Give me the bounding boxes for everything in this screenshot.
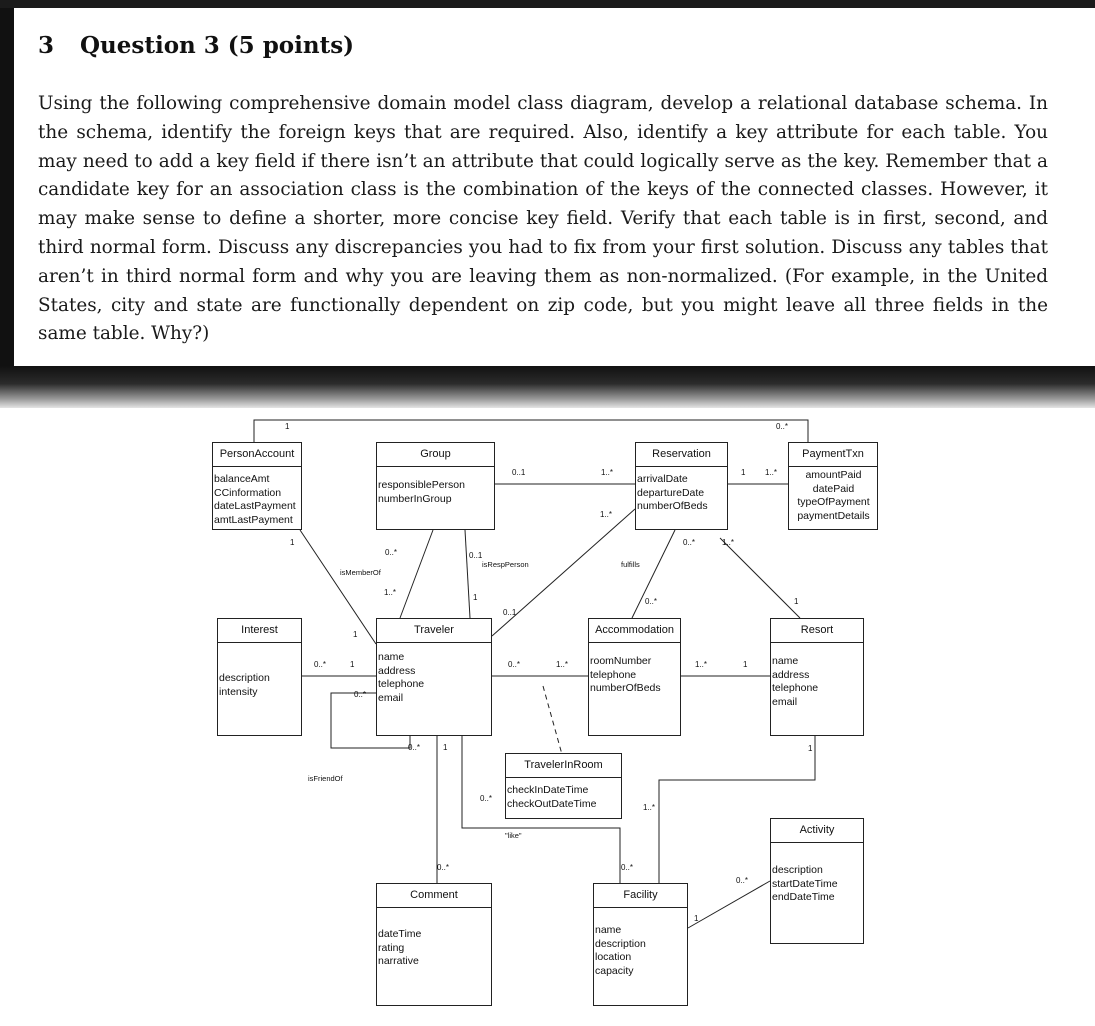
assoc-label-isresperson: isRespPerson — [482, 560, 529, 569]
attribute: startDateTime — [772, 877, 838, 890]
attribute: numberInGroup — [378, 492, 452, 505]
attribute: dateLastPayment — [214, 500, 296, 512]
multiplicity: 1..* — [601, 468, 614, 477]
multiplicity: 0..* — [480, 794, 493, 803]
class-facility — [593, 883, 688, 1006]
assoc-label-ismemberof: isMemberOf — [340, 568, 381, 577]
attribute: dateTime — [378, 928, 422, 940]
multiplicity: 0..* — [437, 863, 450, 872]
class-name: Facility — [594, 884, 687, 908]
class-name: Activity — [771, 819, 863, 843]
class-name: Comment — [377, 884, 491, 908]
multiplicity: 0..* — [385, 548, 398, 557]
multiplicity: 1 — [353, 630, 358, 639]
attribute: telephone — [590, 668, 637, 681]
attribute: numberOfBeds — [637, 500, 708, 512]
attribute: narrative — [378, 955, 419, 967]
attribute: departureDate — [637, 486, 705, 499]
attribute: telephone — [378, 678, 425, 690]
attribute: rating — [378, 941, 405, 954]
line-personaccount-paymenttxn — [254, 420, 808, 442]
multiplicity: 1 — [443, 743, 448, 752]
multiplicity: 0..* — [645, 597, 658, 606]
screenshot-divider — [0, 366, 1095, 410]
attribute: endDateTime — [772, 891, 835, 903]
class-personaccount — [212, 442, 302, 530]
class-name: Group — [377, 443, 494, 467]
multiplicity: 1 — [694, 914, 699, 923]
multiplicity: 0..1 — [469, 551, 483, 560]
question-heading — [38, 32, 354, 59]
multiplicity: 1 — [741, 468, 746, 477]
attribute: email — [772, 695, 798, 708]
multiplicity: 0..1 — [512, 468, 526, 477]
attribute: balanceAmt — [214, 473, 270, 485]
attribute: location — [595, 951, 632, 963]
class-group — [376, 442, 495, 530]
multiplicity: 0..* — [354, 690, 367, 699]
assoc-label-like: "like" — [505, 831, 522, 840]
multiplicity: 1 — [350, 660, 355, 669]
question-body: Using the following comprehensive domain model class diagram, develop a relational database schema. In the schema, identify the foreign keys that are required. Also, identify a key attribute for each table. You may need to add a key field if there isn’t an attribute that could logically serve as the key. Remember that a candidate key for an association class is the combination of the keys of the connected classes. However, it may make sense to define a shorter, more concise key field. Verify that each table is in first, second, and third normal form. Discuss any discrepancies you had to fix from your first solution. Discuss any tables that aren’t in third normal form and why you are leaving them as non-normalized. (For example, in the United States, city and state are functionally dependent on zip code, but you might leave all three fields in the same table. Why?) — [38, 93, 1048, 345]
top-bar — [0, 0, 1095, 8]
attribute: telephone — [772, 682, 819, 694]
class-resort — [770, 618, 864, 736]
attribute: description — [772, 864, 823, 876]
multiplicity: 1 — [473, 593, 478, 602]
multiplicity: 1 — [285, 422, 290, 431]
multiplicity: 0..* — [314, 660, 327, 669]
multiplicity: 1..* — [556, 660, 569, 669]
multiplicity: 0..1 — [503, 608, 517, 617]
question-number: 3 — [38, 32, 55, 59]
attribute: checkInDateTime — [507, 784, 589, 796]
line-personaccount-traveler — [300, 530, 376, 644]
multiplicity: 0..* — [621, 863, 634, 872]
class-name: PersonAccount — [213, 443, 301, 467]
multiplicity: 0..* — [408, 743, 421, 752]
line-reservation-resort — [720, 538, 800, 618]
attribute: amountPaid — [805, 469, 862, 481]
attribute: description — [595, 937, 646, 950]
attribute: paymentDetails — [797, 509, 870, 522]
multiplicity: 1..* — [765, 468, 778, 477]
class-diagram — [0, 408, 1095, 1026]
line-ismemberof — [400, 530, 433, 618]
class-paymenttxn — [788, 442, 878, 530]
multiplicity: 1..* — [722, 538, 735, 547]
attribute: capacity — [595, 964, 634, 977]
class-name: Traveler — [377, 619, 491, 643]
attribute: name — [378, 651, 405, 663]
class-name: Resort — [771, 619, 863, 643]
assoc-label-isfriendof: isFriendOf — [308, 774, 343, 783]
class-name: Interest — [218, 619, 301, 643]
class-name: TravelerInRoom — [506, 754, 621, 778]
class-name: Reservation — [636, 443, 727, 467]
class-accommodation — [588, 618, 681, 736]
attribute: address — [772, 668, 810, 681]
multiplicity: 1..* — [643, 803, 656, 812]
multiplicity: 0..* — [776, 422, 789, 431]
attribute: arrivalDate — [637, 473, 688, 485]
attribute: name — [772, 655, 799, 667]
multiplicity: 1 — [794, 597, 799, 606]
attribute: description — [219, 672, 270, 684]
attribute: responsiblePerson — [378, 479, 465, 491]
attribute: roomNumber — [590, 655, 652, 667]
class-activity — [770, 818, 864, 944]
multiplicity: 0..* — [683, 538, 696, 547]
line-isresperson — [465, 530, 470, 618]
multiplicity: 0..* — [508, 660, 521, 669]
class-name: PaymentTxn — [789, 443, 877, 467]
assoc-label-fulfills: fulfills — [621, 560, 640, 569]
multiplicity: 0..* — [736, 876, 749, 885]
attribute: checkOutDateTime — [507, 797, 597, 810]
attribute: email — [378, 691, 404, 704]
multiplicity: 1..* — [695, 660, 708, 669]
line-activity-facility — [688, 881, 770, 928]
attribute: datePaid — [812, 482, 855, 495]
class-reservation — [635, 442, 728, 530]
class-travelerinroom — [505, 753, 622, 819]
attribute: typeOfPayment — [797, 496, 870, 508]
multiplicity: 1 — [808, 744, 813, 753]
multiplicity: 1 — [290, 538, 295, 547]
attribute: amtLastPayment — [214, 513, 293, 526]
class-traveler — [376, 618, 492, 736]
class-interest — [217, 618, 302, 736]
question-title: Question 3 (5 points) — [80, 32, 355, 59]
class-comment — [376, 883, 492, 1006]
multiplicity: 1..* — [384, 588, 397, 597]
attribute: address — [378, 664, 416, 677]
attribute: intensity — [219, 685, 258, 698]
class-name: Accommodation — [589, 619, 680, 643]
line-travelerinroom-dashed — [543, 686, 563, 758]
attribute: CCinformation — [214, 486, 282, 499]
question-panel — [14, 8, 1095, 366]
attribute: numberOfBeds — [590, 682, 661, 694]
multiplicity: 1..* — [600, 510, 613, 519]
multiplicity: 1 — [743, 660, 748, 669]
attribute: name — [595, 924, 622, 936]
association-lines — [0, 408, 1095, 1026]
